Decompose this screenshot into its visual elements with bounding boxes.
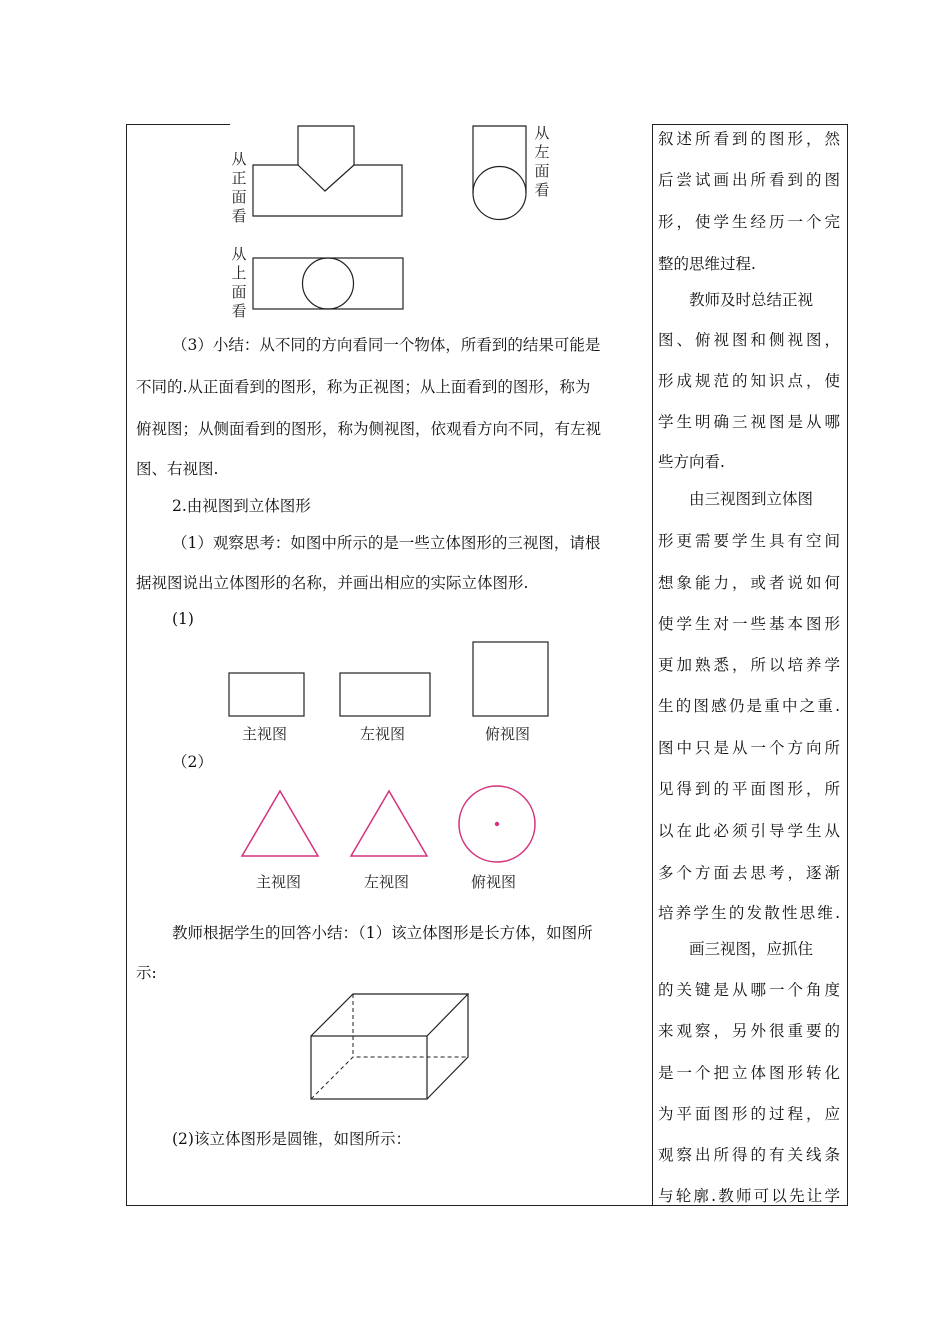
summary-line-4: 图、右视图.: [136, 460, 219, 478]
example-label-2: （2）: [172, 753, 213, 771]
cuboid-top-face: [311, 994, 468, 1036]
table-top-border-right: [652, 124, 848, 125]
views1-left-caption: 左视图: [360, 725, 406, 743]
label-front-view: 从正面看: [231, 150, 247, 225]
left-view-circle: [473, 167, 526, 220]
answer-line-1: 教师根据学生的回答小结：（1）该立体图形是长方体，如图所: [172, 924, 593, 942]
note-line: 形，使学生经历一个完: [658, 213, 840, 231]
note-line: 使学生对一些基本图形: [658, 615, 840, 633]
views2-drawing: [240, 782, 540, 862]
note-line: 多个方面去思考，逐渐: [658, 864, 840, 882]
summary-line-1: （3）小结：从不同的方向看同一个物体，所看到的结果可能是: [172, 336, 601, 354]
note-line: 与轮廓.教师可以先让学: [658, 1187, 840, 1205]
note-line: 图、俯视图和侧视图，: [658, 331, 840, 349]
views1-top-caption: 俯视图: [485, 725, 531, 743]
cuboid-hidden-edges: [311, 1057, 468, 1099]
table-top-border-left: [126, 124, 230, 125]
views1-left-rect: [340, 673, 430, 716]
cuboid-drawing: [310, 993, 470, 1101]
section-heading: 2.由视图到立体图形: [172, 497, 311, 515]
note-line: 画三视图，应抓住: [658, 940, 814, 958]
note-line: 观察出所得的有关线条: [658, 1146, 840, 1164]
note-line: 来观察，另外很重要的: [658, 1022, 840, 1040]
column-divider: [652, 124, 653, 1206]
label-top-view: 从上面看: [231, 245, 247, 320]
views2-left-caption: 左视图: [364, 873, 410, 891]
views2-left-triangle: [351, 791, 427, 856]
answer-line-2: 示:: [136, 964, 157, 982]
note-line: 以在此必须引导学生从: [658, 822, 840, 840]
note-line: 的关键是从哪一个角度: [658, 981, 840, 999]
views1-drawing: [228, 641, 550, 717]
note-line: 形成规范的知识点，使: [658, 372, 840, 390]
summary-line-3: 俯视图；从侧面看到的图形，称为侧视图，依观看方向不同，有左视: [136, 420, 602, 438]
note-line: 想象能力，或者说如何: [658, 574, 840, 592]
top-view-rect: [253, 258, 403, 309]
observe-line-1: （1）观察思考：如图中所示的是一些立体图形的三视图，请根: [172, 534, 601, 552]
observe-line-2: 据视图说出立体图形的名称，并画出相应的实际立体图形.: [136, 574, 529, 592]
note-line: 教师及时总结正视: [658, 291, 814, 309]
note-line: 些方向看.: [658, 453, 725, 471]
views1-front-caption: 主视图: [242, 725, 288, 743]
table-right-border: [847, 124, 848, 1206]
example-label-1: (1): [172, 610, 194, 628]
cuboid-front-face: [311, 1036, 427, 1099]
views1-front-rect: [229, 673, 304, 716]
views2-front-triangle: [242, 791, 318, 856]
top-view-circle: [303, 258, 354, 309]
note-line: 培养学生的发散性思维.: [658, 904, 840, 922]
label-left-view: 从左面看: [534, 124, 550, 199]
table-left-border: [126, 124, 127, 1206]
summary-line-2: 不同的.从正面看到的图形，称为正视图；从上面看到的图形，称为: [136, 378, 591, 396]
front-view-v-notch: [298, 165, 354, 191]
cone-line: (2)该立体图形是圆锥，如图所示：: [172, 1130, 411, 1148]
note-line: 图中只是从一个方向所: [658, 739, 840, 757]
views2-top-caption: 俯视图: [471, 873, 517, 891]
note-line: 形更需要学生具有空间: [658, 532, 840, 550]
note-line: 叙述所看到的图形，然: [658, 130, 840, 148]
note-line: 为平面图形的过程，应: [658, 1105, 840, 1123]
note-line: 后尝试画出所看到的图: [658, 171, 840, 189]
note-line: 生的图感仍是重中之重.: [658, 697, 840, 715]
note-line: 更加熟悉，所以培养学: [658, 656, 840, 674]
cuboid-right-face: [427, 994, 468, 1099]
note-line: 整的思维过程.: [658, 255, 756, 273]
views2-top-center-dot: [495, 822, 499, 826]
views2-front-caption: 主视图: [256, 873, 302, 891]
top-view-drawing: [252, 257, 404, 310]
front-view-drawing: [252, 125, 404, 220]
views1-top-rect: [473, 642, 548, 716]
left-view-outline: [473, 126, 526, 193]
note-line: 是一个把立体图形转化: [658, 1064, 840, 1082]
note-line: 学生明确三视图是从哪: [658, 413, 840, 431]
front-view-outline: [253, 126, 402, 216]
left-view-drawing: [472, 125, 528, 223]
note-line: 见得到的平面图形，所: [658, 780, 840, 798]
note-line: 由三视图到立体图: [658, 490, 814, 508]
